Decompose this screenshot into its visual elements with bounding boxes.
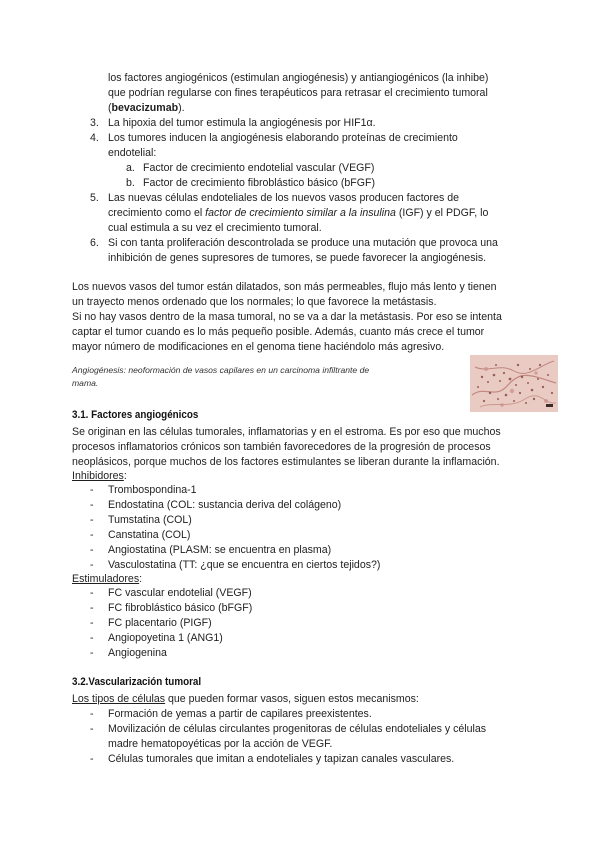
list-continuation-line-1: los factores angiogénicos (estimulan angiogénesis) y antiangiogénicos (la inhibe) bbox=[108, 72, 489, 84]
list-item-6-line-2: inhibición de genes supresores de tumores, se puede favorecer la angiogénesis. bbox=[108, 252, 487, 264]
list-item-4-line-1: Los tumores inducen la angiogénesis elaborando proteínas de crecimiento bbox=[108, 132, 458, 144]
figure-caption-line-1: Angiogénesis: neoformación de vasos capilares en un carcinoma infiltrante de bbox=[72, 365, 370, 375]
inhibitor-item: Trombospondina-1 bbox=[108, 484, 197, 496]
mechanism-item-continuation: madre hematopoyéticas por la acción de VEGF. bbox=[108, 738, 333, 750]
histology-micrograph-image bbox=[470, 355, 558, 412]
inhibitor-item: Endostatina (COL: sustancia deriva del colágeno) bbox=[108, 499, 342, 511]
sublist-letter-b: b. bbox=[126, 177, 135, 189]
bullet-dash: - bbox=[90, 647, 94, 659]
stimulator-item: FC vascular endotelial (VEGF) bbox=[108, 587, 252, 599]
list-continuation-line-3: (bevacizumab). bbox=[108, 102, 185, 114]
inhibitor-item: Angiostatina (PLASM: se encuentra en plasma) bbox=[108, 544, 332, 556]
list-number-4: 4. bbox=[90, 132, 99, 144]
list-item-5-line-3: cual estimula a su vez el crecimiento tumoral. bbox=[108, 222, 322, 234]
stimulator-item: Angiogenina bbox=[108, 647, 167, 659]
bullet-dash: - bbox=[90, 617, 94, 629]
list-number-6: 6. bbox=[90, 237, 99, 249]
bullet-dash: - bbox=[90, 723, 94, 735]
stimulators-label: Estimuladores: bbox=[72, 573, 143, 585]
sublist-item-a: Factor de crecimiento endotelial vascular (VEGF) bbox=[143, 162, 375, 174]
sublist-letter-a: a. bbox=[126, 162, 135, 174]
list-number-5: 5. bbox=[90, 192, 99, 204]
paragraph-line-4: captar el tumor cuando es lo más pequeño posible. Además, cuanto más crece el tumor bbox=[72, 326, 485, 338]
inhibitor-item: Tumstatina (COL) bbox=[108, 514, 192, 526]
list-item-4-line-2: endotelial: bbox=[108, 147, 157, 159]
paragraph-line-2: un trayecto menos ordenado que los normales; lo que favorece la metástasis. bbox=[72, 296, 437, 308]
inhibitor-item: Vasculostatina (TT: ¿que se encuentra en ciertos tejidos?) bbox=[108, 559, 381, 571]
list-item-6-line-1: Si con tanta proliferación descontrolada se produce una mutación que provoca una bbox=[108, 237, 498, 249]
figure-caption-line-2: mama. bbox=[72, 378, 99, 388]
bullet-dash: - bbox=[90, 602, 94, 614]
bullet-dash: - bbox=[90, 544, 94, 556]
section-3-1-intro-line-3: neoplásicos, porque muchos de los factores estimulantes se liberan durante la inflamación. bbox=[72, 456, 500, 468]
bullet-dash: - bbox=[90, 514, 94, 526]
list-number-3: 3. bbox=[90, 117, 99, 129]
paragraph-line-5: mayor número de modificaciones en el genoma tiene haciéndolo más agresivo. bbox=[72, 341, 445, 353]
list-item-5-line-2: crecimiento como el factor de crecimiento similar a la insulina (IGF) y el PDGF, lo bbox=[108, 207, 489, 219]
mechanism-item: Células tumorales que imitan a endoteliales y tapizan canales vasculares. bbox=[108, 753, 455, 765]
bullet-dash: - bbox=[90, 559, 94, 571]
paragraph-line-3: Si no hay vasos dentro de la masa tumoral, no se va a dar la metástasis. Por eso se intenta bbox=[72, 311, 502, 323]
paragraph-line-1: Los nuevos vasos del tumor están dilatados, son más permeables, flujo más lento y tienen bbox=[72, 281, 497, 293]
bullet-dash: - bbox=[90, 484, 94, 496]
micrograph-texture bbox=[470, 355, 558, 412]
bullet-dash: - bbox=[90, 753, 94, 765]
bullet-dash: - bbox=[90, 587, 94, 599]
section-3-1-heading: 3.1. Factores angiogénicos bbox=[72, 409, 199, 421]
stimulator-item: FC fibroblástico básico (bFGF) bbox=[108, 602, 253, 614]
drug-name: bevacizumab bbox=[111, 102, 179, 114]
stimulator-item: Angiopoyetina 1 (ANG1) bbox=[108, 632, 223, 644]
igf-italic-term: factor de crecimiento similar a la insulina bbox=[205, 207, 396, 219]
list-item-3: La hipoxia del tumor estimula la angiogénesis por HIF1α. bbox=[108, 117, 376, 129]
bullet-dash: - bbox=[90, 499, 94, 511]
inhibitors-label: Inhibidores: bbox=[72, 470, 127, 482]
stimulator-item: FC placentario (PIGF) bbox=[108, 617, 212, 629]
bullet-dash: - bbox=[90, 708, 94, 720]
mechanism-item: Movilización de células circulantes progenitoras de células endoteliales y células bbox=[108, 723, 487, 735]
list-item-5-line-1: Las nuevas células endoteliales de los nuevos vasos producen factores de bbox=[108, 192, 459, 204]
mechanism-item: Formación de yemas a partir de capilares preexistentes. bbox=[108, 708, 372, 720]
bullet-dash: - bbox=[90, 529, 94, 541]
sublist-item-b: Factor de crecimiento fibroblástico básico (bFGF) bbox=[143, 177, 375, 189]
list-continuation-line-2: que podrían regularse con fines terapéuticos para retrasar el crecimiento tumoral bbox=[108, 87, 488, 99]
inhibitor-item: Canstatina (COL) bbox=[108, 529, 191, 541]
section-3-2-intro: Los tipos de células que pueden formar vasos, siguen estos mecanismos: bbox=[72, 693, 419, 705]
bullet-dash: - bbox=[90, 632, 94, 644]
section-3-1-intro-line-2: procesos inflamatorios crónicos son también favorecedores de la progresión de procesos bbox=[72, 441, 491, 453]
section-3-2-heading: 3.2.Vascularización tumoral bbox=[72, 676, 202, 688]
section-3-1-intro-line-1: Se originan en las células tumorales, inflamatorias y en el estroma. Es por eso que muchos bbox=[72, 426, 501, 438]
